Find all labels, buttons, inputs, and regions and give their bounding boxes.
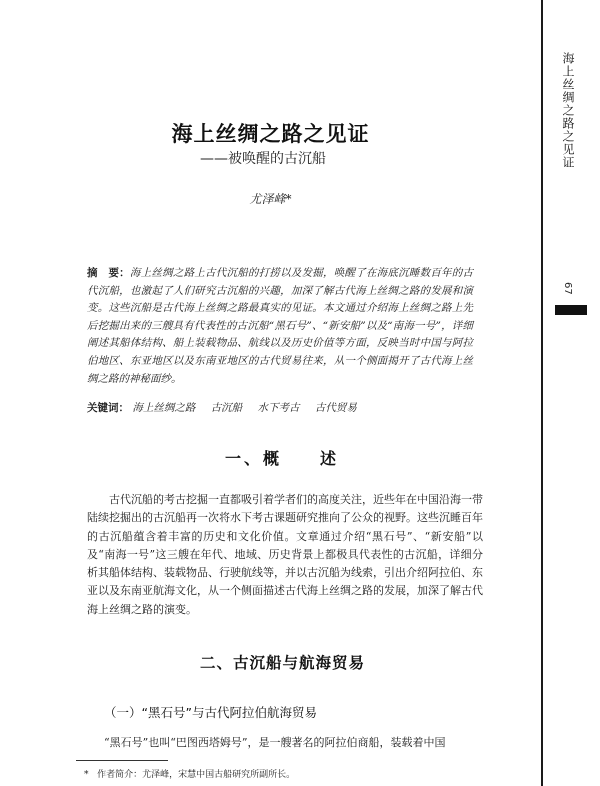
article-subtitle: ——被唤醒的古沉船	[200, 151, 326, 167]
article-title: 海上丝绸之路之见证	[171, 122, 370, 146]
subsection-heading-black-stone: （一）“黑石号”与古代阿拉伯航海贸易	[104, 705, 317, 720]
running-head-title: 海上丝绸之路之见证	[561, 52, 575, 169]
keywords	[87, 400, 487, 415]
keywords-label: 关键词：	[87, 402, 129, 414]
footnote-text: 作者简介：尤泽峰，宋慧中国古船研究所副所长。	[97, 770, 296, 780]
abstract-label: 摘 要：	[87, 267, 130, 279]
section-heading-shipwrecks: 二、古沉船与航海贸易	[200, 654, 366, 672]
footnote	[84, 767, 295, 780]
margin-rule	[541, 0, 543, 786]
abstract	[87, 265, 473, 388]
abstract-text: 海上丝绸之路上古代沉船的打捞以及发掘，唤醒了在海底沉睡数百年的古代沉船，也激起了人们研究古沉船的兴趣，加深了解古代海上丝绸之路的发展和演变。这些沉船是古代海上丝绸之路最真实的见证。本文通过介绍海上丝绸之路上先后挖掘出来的三艘具有代表性的古沉船“黑石号”、“新安船”以及“南海一号”，详细阐述其船体结构、船上装载物品、航线以及历史价值等方面，反映当时中国与阿拉伯地区、东亚地区以及东南亚地区的古代贸易往来，从一个侧面揭开了古代海上丝绸之路的神秘面纱。	[87, 267, 474, 385]
overview-paragraph: 古代沉船的考古挖掘一直都吸引着学者们的高度关注，近些年在中国沿海一带陆续挖掘出的古沉船再一次将水下考古课题研究推向了公众的视野。这些沉睡百年的古沉船蕴含着丰富的历史和文化价值。文章通过介绍“黑石号”、“新安船”以及“南海一号”这三艘在年代、地域、历史背景上都极具代表性的古沉船，详细分析其船体结构、装载物品、行驶航线等，并以古沉船为线索，引出介绍阿拉伯、东亚以及东南亚航海文化，从一个侧面描述古代海上丝绸之路的发展，加深了解古代海上丝绸之路的演变。	[87, 493, 483, 616]
margin-marker-bar	[555, 305, 587, 315]
keyword: 水下考古	[257, 402, 300, 414]
section-heading-overview: 一、概 述	[225, 449, 340, 468]
article-author: 尤泽峰*	[249, 192, 292, 206]
keyword: 海上丝绸之路	[132, 402, 196, 414]
keyword: 古沉船	[210, 402, 243, 414]
keyword: 古代贸易	[314, 402, 357, 414]
footnote-marker: *	[84, 770, 89, 780]
body-text-line: “黑石号”也叫“巴图西塔姆号”，是一艘著名的阿拉伯商船，装载着中国	[104, 736, 446, 749]
page-number: 67	[562, 282, 573, 295]
footnote-rule	[76, 760, 168, 761]
